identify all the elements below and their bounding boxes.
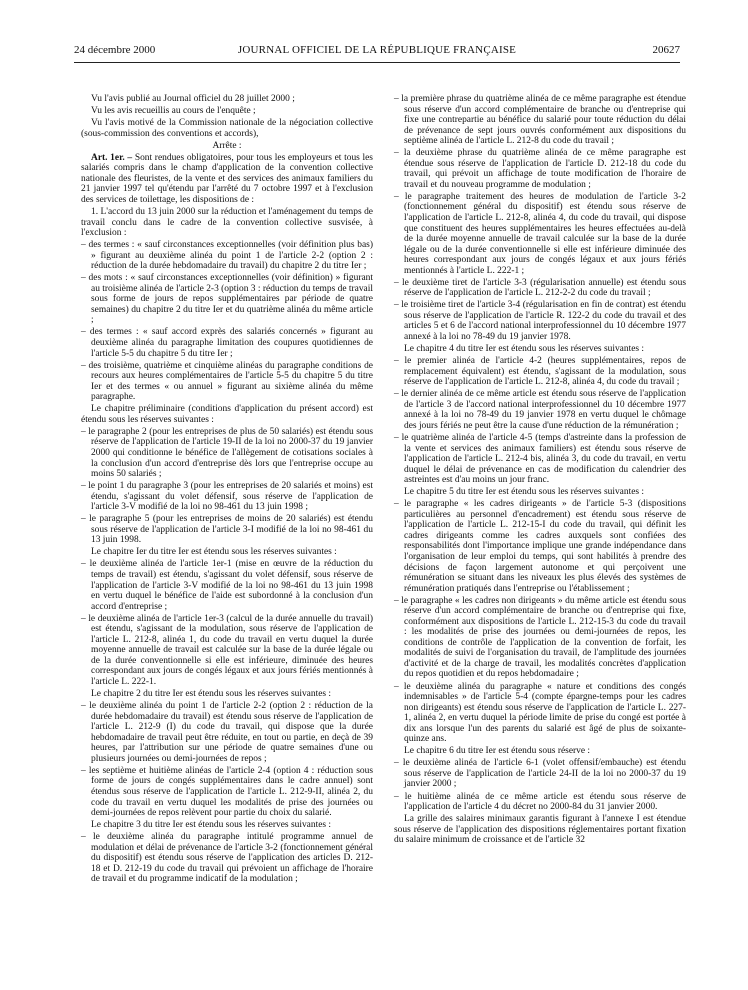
decree-heading: Arrête : (212, 140, 242, 151)
reservation-item: – le deuxième alinéa de l'article 6-1 (volet offensif/embauche) est étendu sous réserve de l'application de l'article 24-II de la loi no 2000-37 du 19 janvier 2000 ; (394, 758, 686, 790)
article-paragraph: Art. 1er. – Sont rendues obligatoires, pour tous les employeurs et tous les salariés compris dans le champ d'application de la convention collective nationale des fleuristes, de la vente et des services des animaux familiers du 21 janvier 1997 tel qu'étendu par l'arrêté du 7 octobre 1997 et à l'exclusion des services de toilettage, les dispositions de : (81, 152, 373, 205)
reservation-item: – le deuxième alinéa du paragraphe intitulé programme annuel de modulation et délai de prévenance de l'article 3-2 (fonctionnement général du dispositif) est étendu sous réserve de l'application des articles D. 212-18 et D. 212-19 du code du travail qui prévoient un affichage de l'horaire de travail et du programme indicatif de la modulation ; (81, 832, 373, 885)
paragraph: Vu les avis recueillis au cours de l'enquête ; (91, 106, 256, 117)
reservation-item: – des termes : « sauf circonstances exceptionnelles (voir définition plus bas) » figurant au deuxième alinéa du point 1 de l'article 2-2 (option 2 : réduction de la durée hebdomadaire du travail) du chapitre 2 du titre Ier ; (81, 240, 373, 272)
paragraph: Le chapitre 6 du titre Ier est étendu sous réserve : (404, 746, 591, 757)
reservation-item: – des termes : « sauf accord exprès des salariés concernés » figurant au deuxième alinéa du paragraphe limitation des coupures quotidiennes de l'article 5-5 du chapitre 5 du titre Ier ; (81, 327, 373, 359)
reservation-item: – le paragraphe traitement des heures de modulation de l'article 3-2 (fonctionnement général du dispositif) est étendu sous réserve de l'application de l'article L. 212-8, alinéa 4, du code du travail, qui dispose que constituent des heures supplémentaires les heures effectuées au-delà de la durée moyenne annuelle de travail calculée sur la base de la durée légale ou de la durée conventionnelle si elle est inférieure diminuée des heures correspondant aux jours de congés légaux et aux jours fériés mentionnés à l'article L. 222-1 ; (394, 191, 686, 276)
paragraph: Vu l'avis publié au Journal officiel du 28 juillet 2000 ; (91, 94, 295, 104)
right-column (394, 94, 686, 847)
header-page-number: 20627 (652, 44, 680, 56)
paragraph: Le chapitre 3 du titre Ier est étendu sous les réserves suivantes : (91, 820, 332, 831)
paragraph: Le chapitre 5 du titre Ier est étendu sous les réserves suivantes : (404, 487, 645, 498)
paragraph: La grille des salaires minimaux garantis figurant à l'annexe I est étendue sous réserve de l'application des dispositions réglementaires portant fixation du salaire minimum de croissance et de l'article 32 (394, 814, 686, 846)
reservation-item: – le quatrième alinéa de l'article 4-5 (temps d'astreinte dans la profession de la vente et services des animaux familiers) est étendu sous réserve de l'application de l'article L. 212-4 bis, alinéa 3, du code du travail, en vertu duquel le délai de prévenance en cas de modification du calendrier des astreintes est d'au moins un jour franc. (394, 432, 686, 486)
reservation-item: – le premier alinéa de l'article 4-2 (heures supplémentaires, repos de remplacement équivalent) est étendu, s'agissant de la modulation, sous réserve de l'application de l'article L. 212-8, alinéa 4, du code du travail ; (394, 356, 686, 388)
reservation-item: – le huitième alinéa de ce même article est étendu sous réserve de l'application de l'article 4 du décret no 2000-84 du 31 janvier 2000. (394, 791, 686, 813)
page-header (74, 44, 680, 63)
reservation-item: – le paragraphe « les cadres dirigeants » de l'article 5-3 (dispositions particulières au personnel d'encadrement) est étendu sous réserve de l'application de l'article L. 212-15-I du code du travail, qui définit les cadres dirigeants comme les cadres auxquels sont confiées des responsabilités dont l'importance implique une grande indépendance dans l'organisation de leur emploi du temps, qui sont habilités à prendre des décisions de façon largement autonome et qui perçoivent une rémunération se situant dans les niveaux les plus élevés des systèmes de rémunération pratiqués dans l'entreprise ou l'établissement ; (394, 499, 686, 594)
reservation-item: – les septième et huitième alinéas de l'article 2-4 (option 4 : réduction sous forme de jours de congés supplémentaires dans le cadre annuel) sont étendus sous réserve de l'application de l'article L. 212-9-II, alinéa 2, du code du travail en vertu duquel les modalités de prise des journées ou demi-journées de repos relèvent pour partie du choix du salarié. (81, 765, 373, 819)
paragraph: 1. L'accord du 13 juin 2000 sur la réduction et l'aménagement du temps de travail conclu dans le cadre de la convention collective susvisée, à l'exclusion : (81, 206, 373, 239)
header-journal-title: JOURNAL OFFICIEL DE LA RÉPUBLIQUE FRANÇAISE (237, 44, 517, 56)
paragraph: Le chapitre 4 du titre Ier est étendu sous les réserves suivantes : (404, 344, 645, 355)
reservation-item: – des mots : « sauf circonstances exceptionnelles (voir définition) » figurant au troisième alinéa de l'article 2-3 (option 3 : réduction du temps de travail sous forme de jours de repos supplémentaires par période de quatre semaines) du chapitre 2 du titre Ier et du quatrième alinéa du même article ; (81, 273, 373, 326)
paragraph: Le chapitre préliminaire (conditions d'application du présent accord) est étendu sous les réserves suivantes : (81, 404, 373, 425)
article-label: Art. 1er. – (91, 152, 133, 163)
reservation-item: – le paragraphe 2 (pour les entreprises de plus de 50 salariés) est étendu sous réserve de l'application de l'article 19-II de la loi no 2000-37 du 19 janvier 2000 qui conditionne le bénéfice de l'allègement de cotisations sociales à la conclusion d'un accord d'entreprise dès lors que l'entreprise occupe au moins 50 salariés ; (81, 426, 373, 480)
reservation-item: – le troisième tiret de l'article 3-4 (régularisation en fin de contrat) est étendu sous réserve de l'application de l'article R. 122-2 du code du travail et des articles 5 et 6 de l'accord national interprofessionnel du 10 décembre 1977 annexé à la loi no 78-49 du 19 janvier 1978. (394, 300, 686, 343)
reservation-item: – le deuxième alinéa du point 1 de l'article 2-2 (option 2 : réduction de la durée hebdomadaire du travail) est étendu sous réserve de l'application de l'article L. 212-9 (I) du code du travail, qui dispose que la durée hebdomadaire de travail peut être réduite, en tout ou partie, en deçà de 39 heures, par l'attribution sur une période de quatre semaines d'une ou plusieurs journées ou demi-journées de repos ; (81, 701, 373, 764)
reservation-item: – le deuxième alinéa de l'article 1er-3 (calcul de la durée annuelle du travail) est étendu, s'agissant de la modulation, sous réserve de l'application de l'article L. 212-8, alinéa 1, du code du travail en vertu duquel la durée moyenne annuelle de travail est calculée sur la base de la durée légale ou de la durée conventionnelle si elle est inférieure, diminuée des heures correspondant aux jours de congés légaux et aux jours fériés mentionnés à l'article L. 222-1. (81, 613, 373, 687)
reservation-item: – le dernier alinéa de ce même article est étendu sous réserve de l'application de l'article 3 de l'accord national interprofessionnel du 10 décembre 1977 annexé à la loi no 78-49 du 19 janvier 1978 en vertu duquel le chômage des jours fériés ne peut être la cause d'une réduction de la rémunération ; (394, 389, 686, 431)
paragraph: Le chapitre Ier du titre Ier est étendu sous les réserves suivantes : (91, 547, 337, 558)
reservation-item: – le paragraphe 5 (pour les entreprises de moins de 20 salariés) est étendu sous réserve de l'application de l'article 3-I modifié de la loi no 98-461 du 13 juin 1998. (81, 514, 373, 546)
reservation-item: – le deuxième alinéa du paragraphe « nature et conditions des congés indemnisables » de l'article 5-4 (compte épargne-temps pour les cadres non dirigeants) est étendu sous réserve de l'application de l'article L. 227-1, alinéa 2, en vertu duquel la période limite de prise du congé est portée à dix ans lorsque l'un des parents du salarié est âgé de plus de soixante-quinze ans. (394, 681, 686, 745)
left-column (81, 94, 373, 886)
reservation-item: – le deuxième alinéa de l'article 1er-1 (mise en œuvre de la réduction du temps de travail) est étendu, s'agissant du volet défensif, sous réserve de l'application de l'article 3-V modifié de la loi no 98-461 du 13 juin 1998 en vertu duquel le bénéfice de l'aide est subordonné à la conclusion d'un accord d'entreprise ; (81, 559, 373, 612)
paragraph: Vu l'avis motivé de la Commission nationale de la négociation collective (sous-commission des conventions et accords), (81, 118, 373, 139)
reservation-item: – la deuxième phrase du quatrième alinéa de ce même paragraphe est étendue sous réserve de l'application de l'article D. 212-18 du code du travail, qui prévoit un affichage de toute modification de l'horaire de travail et du nouveau programme de modulation ; (394, 148, 686, 190)
reservation-item: – la première phrase du quatrième alinéa de ce même paragraphe est étendue sous réserve d'un accord complémentaire de branche ou d'entreprise qui fixe une contrepartie au bénéfice du salarié pour toute réduction du délai de prévenance de sept jours ouvrés conformément aux dispositions du septième alinéa de l'article L. 212-8 du code du travail ; (394, 94, 686, 147)
reservation-item: – le point 1 du paragraphe 3 (pour les entreprises de 20 salariés et moins) est étendu, s'agissant du volet défensif, sous réserve de l'application de l'article 3-V modifié de la loi no 98-461 du 13 juin 1998 ; (81, 481, 373, 513)
paragraph: Le chapitre 2 du titre Ier est étendu sous les réserves suivantes : (91, 689, 332, 700)
header-date: 24 décembre 2000 (74, 44, 156, 56)
reservation-item: – le paragraphe « les cadres non dirigeants » du même article est étendu sous réserve d'un accord complémentaire de branche ou d'entreprise qui fixe, conformément aux dispositions de l'article L. 212-15-3 du code du travail : les modalités de prise des journées ou demi-journées de repos, les conditions de contrôle de l'application de la convention de forfait, les modalités de suivi de l'organisation du travail, de l'amplitude des journées d'activité et de la charge de travail, les modalités concrètes d'application du repos quotidien et du repos hebdomadaire ; (394, 595, 686, 680)
reservation-item: – des troisième, quatrième et cinquième alinéas du paragraphe conditions de recours aux heures complémentaires de l'article 5-5 du chapitre 5 du titre Ier et des termes « ou annuel » figurant au sixième alinéa du même paragraphe. (81, 360, 373, 403)
reservation-item: – le deuxième tiret de l'article 3-3 (régularisation annuelle) est étendu sous réserve de l'application de l'article L. 212-2-2 du code du travail ; (394, 277, 686, 299)
